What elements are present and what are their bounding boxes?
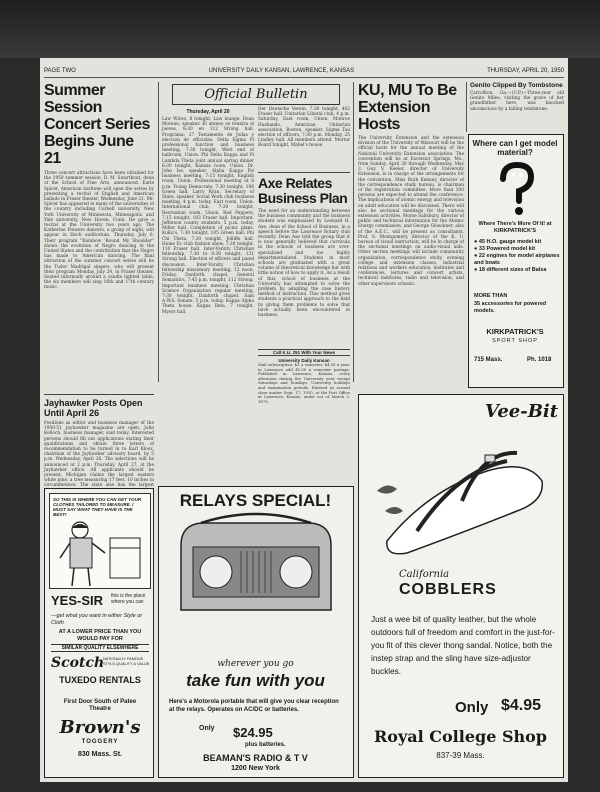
axe-body: The need for an understanding between the business community and the business student was emphasized by Leonard H. Axe, dean of the School of Business, in a speech before the Lawrence Rotary club recently. Dean Axe told the group that it is now generally believed that curricula in the schools of business are over-specialized and too highly departmentalized. Students in most schools are graduated with a great volume of theoretical knowledge but with little notion of how to apply it. As a result of this, school of business at the University has attempted to solve the problem by adopting the case history method of instruction. This method gives students a practical approach to the field by giving them problems to solve that have actually been encountered in business. (258, 209, 350, 319)
column-ku-mu (358, 82, 464, 392)
kirk-address: 715 Mass. (474, 357, 503, 363)
toggery-label: TOGGERY (81, 739, 119, 745)
kirk-item-3: 18 different sizes of Balsa (478, 267, 547, 273)
bulletin-left-body: Law Wives, 8 tonight, Law lounge. Dean Moreau, speaker. El ateneo se reunira el jueves, 8:30 en 112 Strong hall. Programa: 27 Testamento de Jodas y eleccion de officiales. Delta Sigma Pi professional function and business meeting, 7:30 tonight, West end of ballroom, Union. Phi Delta Kappa and Pi Lambda Theta joint annual spring dinner 6:30 tonight, Kansas room, Union. Dr. John Ise, speaker. Alpha Kappa Psi business meeting, 7:15 tonight, English room, Union. Professional meeting at 8 p.m. Young Democrats, 7:30 tonight, 106 Green hall. Larry Ryan, Secretary of State, speaker. Social Work club business meeting, 4 p.m. today, East room, Union. International club, 7:30 tonight, Recreation room, Union. Red Peppers, 7:15 tonight, 103 Fraser hall. Important. Jefferson county students, 5 p.m. today, Miller hall. Completion of picnic plans. KuKu's, 7:30 tonight, 105 Green hall. Phi Chi Theta, 7:30 tonight, Jolliffe hall. Home Ec club fashion show, 7:30 tonight, 110 Fraser hall. Inter-Varsity Christian fellowship, 7:30 to 9:30 tonight, 131 Strong hall. Election of officers and panel discussion. Inter-Varsity Christian fellowship missionary meeting, 12 noon, Friday, Danforth chapel. General Semantics, 7:45 p.m. tonight, 112 Strong. Important business meeting. Christian Science Organization regular meeting, 7:30 tonight, Danforth chapel. Sam A.W.S. Senate, 5 p.m. today, Kappa Alpha Theta house. Kappa Beta, 7 tonight, Myers hall. (162, 117, 254, 315)
cobblers-price: $4.95 (501, 697, 542, 714)
masthead (44, 68, 564, 78)
kirk-more-than: MORE THAN (474, 293, 508, 299)
scotch-brand: Scotch (51, 655, 105, 671)
tagline-wherever: wherever you go (217, 659, 294, 669)
kirk-item-2: 22 engines for model airplanes and boats (474, 253, 560, 266)
vee-bit-brand: Vee-Bit (485, 401, 559, 422)
tuxedo-rentals: TUXEDO RENTALS (59, 675, 141, 685)
relays-body: Here's a Motorola portable that will give you clear reception at the relays. Operates on AC/DC or batteries. (169, 699, 339, 713)
genito-body: Carrollton, Ga.—(U.P.)—Three-year old Genito Miles, visiting the grave of her grandfather here, was knocked unconscious by a falling tombstone. (470, 91, 564, 112)
cartoon-speech: SO THIS IS WHERE YOU CAN GET YOUR CLOTHES TAILORED TO MEASURE. I MUST SAY WHAT THEY HAVE IS THE BEST! (53, 497, 142, 517)
get-text: —get what you want in either Style or Cloth (51, 613, 143, 626)
price-text: AT A LOWER PRICE THAN YOU WOULD PAY FOR (58, 629, 142, 642)
relays-headline: RELAYS SPECIAL! (179, 491, 332, 510)
kirk-answer: Where There's More Of It! at KIRKPATRICK'S (478, 221, 552, 234)
kirk-item-0: 45 H.O. gauge model kit (478, 239, 542, 245)
bulletin-right-body: Der Deutsche Verein, 7:30 tonight, 402 Fraser hall. Unitarian Liberal club, 4 p.m. Saturday, East room, Union. Monroe Husbands, American Unitarian association, Boston, speaker. Sigma Tau election of officers, 7:30 p.m. Monday, 25 Lindley hall. All members attend. Mortar Board tonight, Mabel's house. (258, 107, 350, 149)
genito-headline: Genito Clipped By Tombstone (470, 82, 563, 89)
radio-icon (171, 515, 341, 625)
call-kansan: Call K.U. 251 With Your News (258, 349, 350, 356)
ku-mu-headline: KU, MU To Be Extension Hosts (358, 82, 457, 133)
sandal-icon (367, 431, 557, 561)
genito-story (466, 82, 564, 132)
tagline-take-fun: take fun with you (186, 671, 325, 690)
official-bulletin (158, 82, 354, 404)
question-mark-figure-icon (491, 161, 541, 217)
cobblers-body: Just a wee bit of quality leather, but the whole outdoors full of freedom and comfort in the just-for-you fit of this clever thong sandal. Notice, both the instep strap and the sling have size-adjustor buckles. (371, 615, 555, 676)
place-text: this is the place where you can (111, 593, 146, 605)
summer-body: Three concert attractions have been obtained for the 1950 summer session, D. M. Swarthout, dean of the School of Fine Arts, announced. Earle Spicer, American baritone will open the series by presenting a recital of English and American ballads in Fraser theater, Wednesday, June 21. Mr. Spicer has appeared in many of the universities of the country including Cornell university, New York University of Minnesota, Minneapolis, and Yale university, New Haven, Conn. He gave a recital at the University two years ago. The Katherine Flowers dancers, a group of eight, will appear in Hoch auditorium, Thursday, July 6. Their program "Rainbow 'Round My Shoulder" shows the evolution of Negro dancing in the United States and the contribution that the Negro has made to American dancing. The final attraction of the summer concert series will be the Tudor Madrigal singers, who will present their program Monday, July 24, in Fraser theater. Seated informally around a candle lighted table, the six members will sing 16th and 17th century music. (44, 171, 154, 291)
beamans-store: BEAMAN'S RADIO & T V (203, 753, 308, 763)
newspaper-page (40, 58, 568, 782)
summer-headline: Summer Session Concert Series Begins June 21 (44, 82, 150, 167)
similar-text: SIMILAR QUALITY ELSEWHERE (51, 644, 149, 652)
cobblers-only: Only (455, 699, 489, 716)
scan-left-edge (0, 58, 40, 792)
beamans-relays-ad (158, 486, 354, 778)
royal-address: 837-39 Mass. (436, 751, 485, 760)
california-label: California (399, 569, 450, 580)
browns-logo: Brown's (59, 717, 141, 738)
list-item: ● 33 Powered model kit (474, 246, 536, 252)
browns-toggery-ad (44, 488, 154, 778)
brand-sub1: NATIONALLY FAMOUS (103, 657, 144, 661)
kirk-accessories: 35 accessories for powered models. (474, 301, 547, 314)
list-item: ● 22 engines for model airplanes and boats (474, 253, 560, 266)
bulletin-date: Thursday, April 20 (186, 109, 230, 115)
store-location: First Door South of Patee Theatre (63, 699, 137, 712)
royal-college-shop: Royal College Shop (373, 727, 547, 746)
kirk-store: KIRKPATRICK'S (486, 327, 544, 336)
kirk-phone: Ph. 1018 (527, 357, 552, 363)
axe-headline: Axe Relates Business Plan (258, 175, 348, 206)
bulletin-title: Official Bulletin (172, 84, 340, 105)
kansan-box-title: University Daily Kansan (278, 358, 330, 363)
yes-sir-heading: YES-SIR (51, 593, 104, 608)
divider (44, 394, 154, 395)
relays-plus: plus batteries. (245, 742, 286, 748)
brand-sub2: STYLE-QUALITY & VALUE (103, 662, 150, 666)
column-left (44, 82, 154, 489)
divider (258, 172, 350, 173)
kirk-question: Where can I get model material? (472, 139, 558, 157)
list-item: ● 18 different sizes of Balsa (474, 267, 547, 273)
kirk-store-sub: SPORT SHOP (492, 338, 538, 344)
masthead-date: THURSDAY, APRIL 20, 1950 (487, 68, 564, 74)
cobblers-ad (358, 394, 564, 778)
jayhawker-headline: Jayhawker Posts Open Until April 26 (44, 398, 143, 418)
list-item: ● 45 H.O. gauge model kit (474, 239, 542, 245)
browns-address: 830 Mass. St. (78, 751, 122, 758)
relays-price: $24.95 (233, 725, 273, 740)
masthead-paper: UNIVERSITY DAILY KANSAN, LAWRENCE, KANSAS (208, 68, 355, 74)
jayhawker-body: Positions as editor and business manager of the 1950-51 Jayhawker magazine are open, John Kelloch, business manager, said today. Interested persons should fill out applications stating their qualifications and obtain three letters of recommendation to be turned in to Karl Klooz, chairman of the Jayhawker advisory board, by 5 p.m. Wednesday, April 26. The selections will be announced at 2 p.m. Thursday, April 27, at the Jayhawker office. All applicants should be present. Michigan claims the largest eastern white pine, a tree measuring 17 feet, 10 inches in circumference. The state also has the largest (44, 421, 154, 489)
scan-top-edge (0, 0, 600, 58)
ku-mu-body: The University Extension and the extension division of the University of Missouri will be the official hosts for the annual meeting of the National University Extension association. The convention will be at Excelsior Springs, Mo., from Sunday, April 30 through Wednesday, May 3. Guy V. Keeler, director of University Extension, is in charge of the arrangements for the convention. Miss Ruth Kenney, director of the correspondence study bureau, is chairman of the registration committee. More than 300 persons are expected to attend the conference. The implications of atomic energy and television on adult education will be discussed. There will also be sectional meetings for the various extension activities. Morse Salisbury, director of public and technical information for the Atomic Energy commission, and George Gloeckner, also of the A.E.C., will be present as consultants. Prof. S. Montgomery, director of the K. U. bureau of visual instruction, will be in charge of the sectional meetings on audio-visual aids. Other section meetings will include community organization, correspondence study, evening college and extension classes, industrial relations and workers education, institutes and conferences, lectures and concert artists, technical institutes, radio and television, and other supervisors schools. (358, 136, 464, 287)
kirk-items-list (474, 239, 560, 274)
kirk-item-1: 33 Powered model kit (478, 246, 536, 252)
cobblers-label: COBBLERS (399, 581, 497, 598)
beamans-address: 1200 New York (231, 765, 280, 772)
cartoon-figure-icon (50, 518, 150, 588)
relays-only: Only (199, 725, 215, 732)
scotch-taglines (103, 657, 151, 667)
cartoon-illustration (49, 493, 151, 589)
kansan-box-body: Mail subscription, $3 a semester, $4.50 a year, in Lawrence add $1.00 a semester postage. Published in Lawrence, Kansas, every afternoon during the University year except Saturdays and Sundays. University holidays and examination periods. Entered as second class matter Sept. 17, 1910, at the Post Office at Lawrence, Kansas, under act of March 3, 1879. (258, 362, 350, 404)
kirkpatrick-ad (468, 134, 564, 388)
masthead-page: PAGE TWO (44, 68, 76, 74)
